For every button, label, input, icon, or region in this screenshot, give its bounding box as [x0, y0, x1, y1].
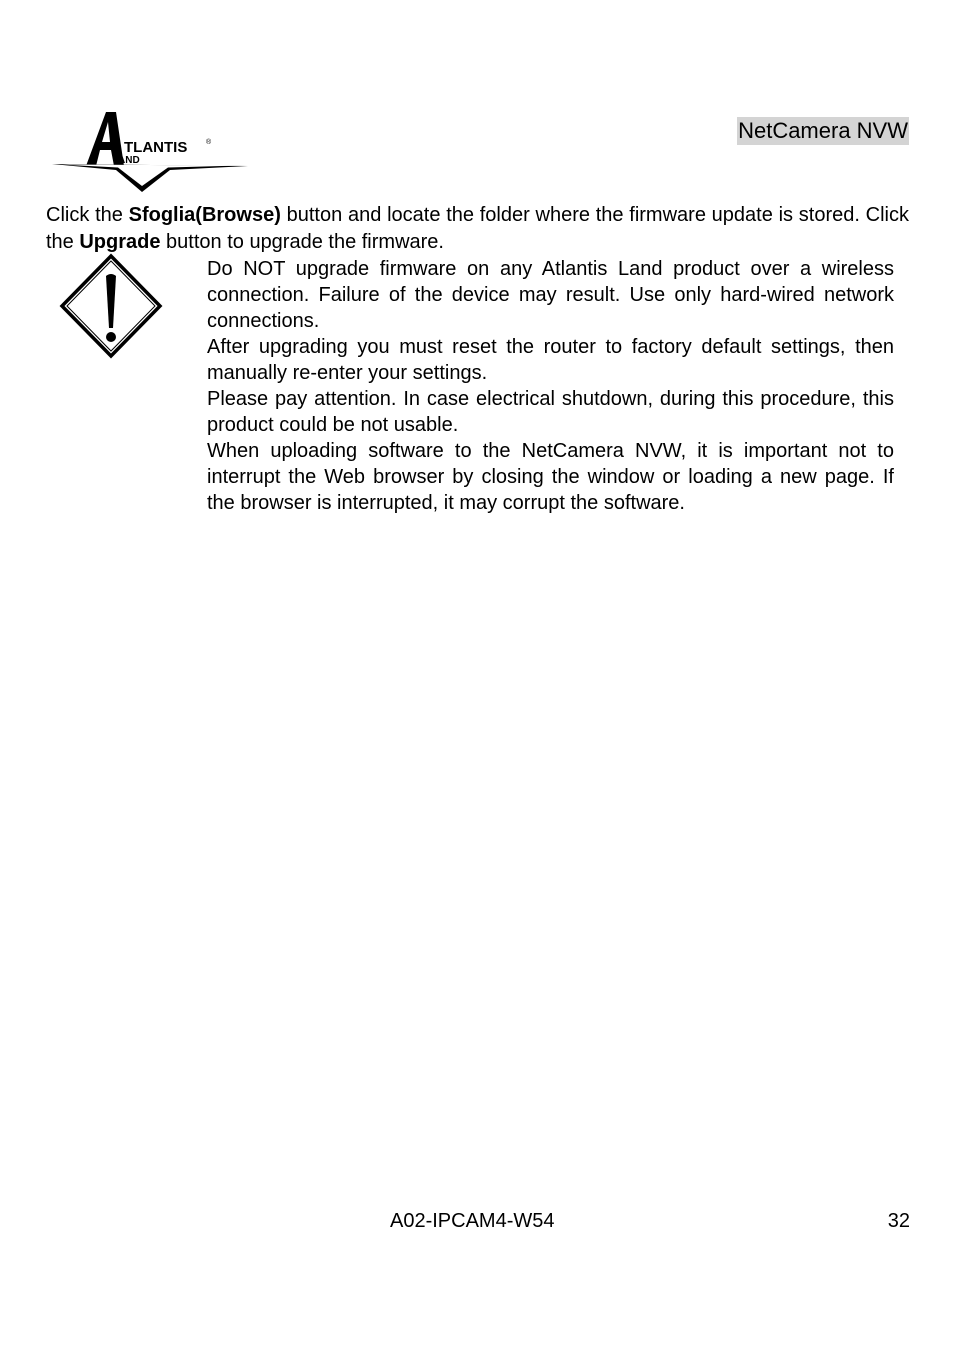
warning-paragraph: Please pay attention. In case electrical shutdown, during this procedure, this product could be not usable.: [207, 388, 894, 436]
warning-paragraph: After upgrading you must reset the router to factory default settings, then manually re-enter your settings.: [207, 336, 894, 384]
footer-model-code: A02-IPCAM4-W54: [390, 1210, 555, 1232]
document-header-title: NetCamera NVW: [738, 118, 908, 143]
svg-text:AND: AND: [118, 155, 140, 166]
svg-text:TLANTIS: TLANTIS: [124, 139, 188, 156]
svg-text:®: ®: [206, 139, 212, 146]
warning-paragraph: When uploading software to the NetCamera NVW, it is important not to interrupt the Web browser by closing the window or loading a new page. If the browser is interrupted, it may corrupt the software.: [207, 440, 894, 514]
upgrade-button-label: Upgrade: [79, 231, 161, 253]
intro-text-2: button and locate the folder where the firmware update is stored. Click the: [46, 204, 910, 253]
intro-paragraph: [46, 202, 909, 256]
intro-text-1: Click the: [46, 204, 129, 226]
warning-exclamation-icon: [58, 252, 164, 360]
browse-button-label: Sfoglia(Browse): [128, 204, 281, 226]
warning-notes: [207, 256, 894, 516]
footer-page-number: 32: [887, 1210, 910, 1232]
atlantis-land-logo: [50, 108, 250, 198]
warning-paragraph: Do NOT upgrade firmware on any Atlantis Land product over a wireless connection. Failure of the device may result. Use only hard-wired network connections.: [207, 258, 894, 332]
intro-text-3: button to upgrade the firmware.: [160, 231, 444, 253]
